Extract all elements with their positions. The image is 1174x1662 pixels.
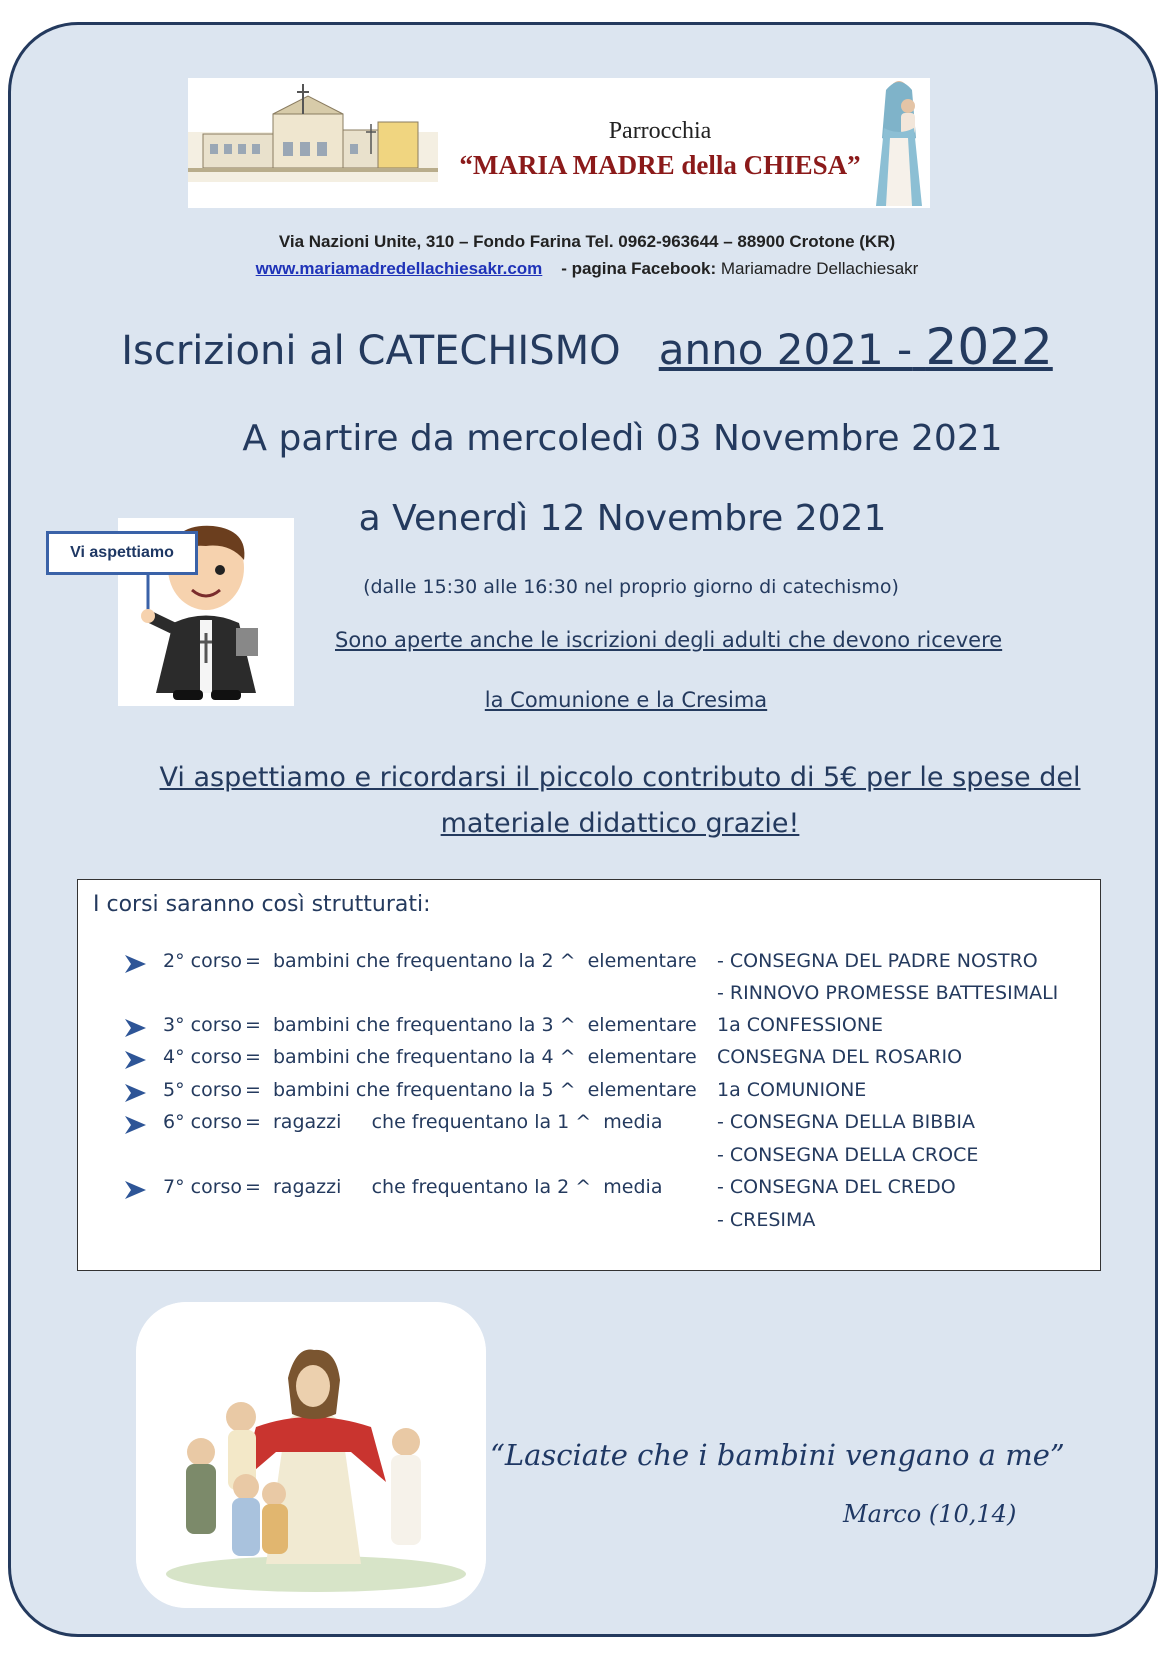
course-name: 2° corso (163, 950, 243, 972)
course-name: 5° corso (163, 1079, 243, 1101)
church-illustration (188, 84, 438, 182)
parish-name: “MARIA MADRE della CHIESA” (459, 150, 861, 180)
parish-label: Parrocchia (608, 118, 712, 144)
courses-box (77, 879, 1101, 1271)
course-step: - CONSEGNA DELLA CROCE (717, 1144, 979, 1166)
course-name: 6° corso (163, 1111, 243, 1133)
course-description: = bambini che frequentano la 3 ^ elementare (245, 1014, 697, 1036)
course-step: - CRESIMA (717, 1209, 816, 1231)
bullet-arrow-icon (124, 1049, 148, 1071)
course-description: = ragazzi che frequentano la 2 ^ media (245, 1176, 663, 1198)
facebook-label: - pagina Facebook: (561, 259, 717, 278)
bullet-arrow-icon (124, 1017, 148, 1039)
course-description: = bambini che frequentano la 5 ^ elementare (245, 1079, 697, 1101)
course-description: = bambini che frequentano la 4 ^ elementare (245, 1046, 697, 1068)
welcome-sign: Vi aspettiamo (46, 531, 198, 575)
course-description: = ragazzi che frequentano la 1 ^ media (245, 1111, 663, 1133)
gospel-quote: “Lasciate che i bambini vengano a me” (490, 1438, 1065, 1472)
quote-reference: Marco (10,14) (843, 1500, 1017, 1528)
bullet-arrow-icon (124, 1179, 148, 1201)
address-line: Via Nazioni Unite, 310 – Fondo Farina Tel. 0962-963644 – 88900 Crotone (KR) (278, 232, 896, 251)
contribution-line-2: materiale didattico grazie! (440, 808, 800, 839)
title-year-a: anno 2021 - (658, 325, 913, 374)
adults-line-1: Sono aperte anche le iscrizioni degli adulti che devono ricevere (335, 628, 1003, 652)
course-step: 1a CONFESSIONE (717, 1014, 884, 1036)
facebook-name: Mariamadre Dellachiesakr (720, 259, 919, 278)
web-line (0, 259, 1174, 279)
title-year-b: 2022 (925, 318, 1053, 376)
website-link[interactable]: www.mariamadredellachiesakr.com (255, 259, 543, 278)
bullet-arrow-icon (124, 953, 148, 975)
course-name: 4° corso (163, 1046, 243, 1068)
course-step: - CONSEGNA DEL CREDO (717, 1176, 956, 1198)
course-step: 1a COMUNIONE (717, 1079, 867, 1101)
hours-note: (dalle 15:30 alle 16:30 nel proprio giorno di catechismo) (363, 576, 899, 598)
jesus-with-children-image (136, 1302, 486, 1608)
title-prefix: Iscrizioni al CATECHISMO (121, 328, 621, 374)
adults-line-2: la Comunione e la Cresima (484, 688, 768, 712)
title-year (658, 318, 1053, 376)
course-step: - RINNOVO PROMESSE BATTESIMALI (717, 982, 1059, 1004)
start-date: A partire da mercoledì 03 Novembre 2021 (242, 418, 1003, 459)
course-step: CONSEGNA DEL ROSARIO (717, 1046, 963, 1068)
courses-title: I corsi saranno così strutturati: (93, 892, 431, 917)
course-step: - CONSEGNA DELLA BIBBIA (717, 1111, 975, 1133)
course-name: 7° corso (163, 1176, 243, 1198)
contribution-line-1: Vi aspettiamo e ricordarsi il piccolo contributo di 5€ per le spese del (159, 762, 1081, 793)
contribution-note (120, 755, 1120, 847)
course-name: 3° corso (163, 1014, 243, 1036)
madonna-statue-image (868, 78, 930, 208)
end-date: a Venerdì 12 Novembre 2021 (358, 498, 887, 539)
bullet-arrow-icon (124, 1082, 148, 1104)
course-description: = bambini che frequentano la 2 ^ elementare (245, 950, 697, 972)
bullet-arrow-icon (124, 1114, 148, 1136)
page-title (0, 318, 1174, 376)
course-step: - CONSEGNA DEL PADRE NOSTRO (717, 950, 1038, 972)
